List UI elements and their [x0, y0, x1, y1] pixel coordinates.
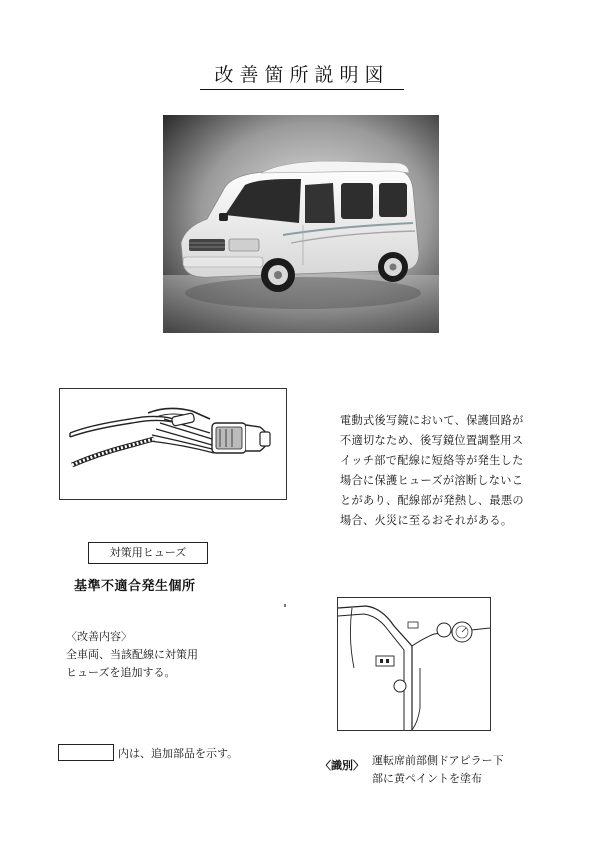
legend-text: 内は、追加部品を示す。	[118, 747, 239, 760]
wiring-harness-drawing	[60, 389, 286, 499]
scan-speck	[284, 604, 286, 607]
harness-diagram	[59, 388, 287, 500]
van-image	[163, 115, 439, 333]
identification-label: 〈識別〉	[320, 759, 364, 772]
identification-line: 運転席前部側ドアピラー下	[372, 754, 504, 767]
improvement-line: ヒューズを追加する。	[66, 666, 176, 679]
van-photo	[163, 115, 439, 333]
legend-swatch	[58, 744, 114, 761]
door-pillar-diagram	[337, 597, 491, 731]
page-title: 改善箇所説明図	[200, 60, 404, 90]
improvement-heading: 〈改善内容〉	[66, 630, 132, 643]
door-pillar-drawing	[338, 598, 490, 730]
improvement-body	[66, 646, 226, 682]
improvement-line: 全車両、当該配線に対策用	[66, 648, 198, 661]
problem-description: 電動式後写鏡において、保護回路が不適切なため、後写鏡位置調整用スイッチ部で配線に短絡等が発生した場合に保護ヒューズが溶断しないことがあり、配線部が発熱し、最悪の場合、火災に至るおそれがある。	[340, 414, 524, 527]
identification-line: 部に黄ペイントを塗布	[372, 772, 482, 785]
identification-body	[372, 752, 522, 788]
defect-location-heading: 基準不適合発生個所	[74, 579, 196, 594]
countermeasure-fuse-label: 対策用ヒューズ	[88, 542, 208, 564]
